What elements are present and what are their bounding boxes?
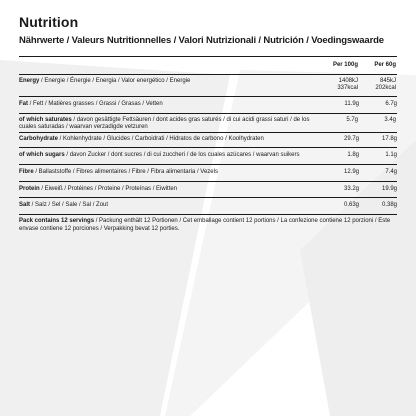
table-row-salt <box>19 198 397 215</box>
row-label-fat: Fat <box>19 101 28 108</box>
table-row-sugars <box>19 148 397 165</box>
table-row-carbohydrate <box>19 133 397 148</box>
row-label-protein: Protein <box>19 185 40 192</box>
row-label-fibre-translations: / Ballaststoffe / Fibres alimentaires / Fibre / Fibra alimentaria / Vezels <box>33 169 218 176</box>
column-header-per100: Per 100g <box>332 62 358 68</box>
table-row-protein <box>19 182 397 198</box>
protein-per60: 19.9g <box>381 185 397 192</box>
table-row-fat <box>19 97 397 114</box>
pack-label: Pack contains 12 servings <box>19 218 95 224</box>
row-label-carbohydrate-translations: / Kohlenhydrate / Glucides / Carboidrati / Hidratos de carbono / Koolhydraten <box>58 136 264 143</box>
row-label-saturates: of which saturates <box>19 116 72 123</box>
row-label-fibre: Fibre <box>19 169 34 176</box>
table-row-saturates <box>19 114 397 133</box>
nutrition-table <box>19 56 397 215</box>
protein-per100: 33.2g <box>343 185 359 192</box>
fibre-per100: 12.9g <box>343 169 359 176</box>
fibre-per60: 7.4g <box>385 169 397 176</box>
row-label-sugars: of which sugars <box>19 152 65 159</box>
energy-per100-kj: 1408kJ <box>338 77 358 84</box>
carbohydrate-per60: 17.8g <box>381 136 397 143</box>
sugars-per60: 1.1g <box>385 152 397 159</box>
energy-per100-kcal: 337kcal <box>337 85 358 91</box>
fat-per100: 11.9g <box>344 101 359 108</box>
nutrition-panel <box>19 13 397 233</box>
table-row-energy <box>19 75 397 97</box>
salt-per100: 0.63g <box>343 202 359 209</box>
fat-per60: 6.7g <box>385 101 397 108</box>
table-row-fibre <box>19 165 397 182</box>
energy-per60-kcal: 202kcal <box>375 85 396 91</box>
pack-servings-note <box>19 215 397 233</box>
pack-label-translations: / Packung enthält 12 Portionen / Cet emballage contient 12 portions / La confezione contiene 12 porzioni / Este envase contiene 12 porciones / Verpakking bevat 12 porties. <box>19 218 391 232</box>
page-subtitle: Nährwerte / Valeurs Nutritionnelles / Valori Nutrizionali / Nutrición / Voedingswaarde <box>19 35 384 46</box>
column-header-per60: Per 60g <box>374 62 396 68</box>
row-label-salt-translations: / Salz / Sel / Sale / Sal / Zout <box>30 202 109 209</box>
energy-per60-kj: 845kJ <box>379 77 396 84</box>
row-label-saturates-translations: / davon gesättigte Fettsäuren / dont acides gras saturés / di cui acidi grassi saturi / de los cuales saturadas / waarvan verzadigde vetzuren <box>19 116 310 130</box>
row-label-protein-translations: / Eiweiß / Protéines / Proteine / Proteínas / Eiwitten <box>39 185 178 192</box>
row-label-salt: Salt <box>19 202 31 209</box>
page-title: Nutrition <box>19 14 79 30</box>
carbohydrate-per100: 29.7g <box>343 136 359 143</box>
row-label-sugars-translations: / davon Zucker / dont sucres / di cui zuccheri / de los cuales azúcares / waarvan suikers <box>64 152 300 159</box>
saturates-per60: 3.4g <box>384 116 396 123</box>
row-label-energy-translations: / Energie / Énergie / Energia / Valor energético / Energie <box>39 77 191 84</box>
salt-per60: 0.38g <box>381 202 397 209</box>
row-label-energy: Energy <box>19 77 40 84</box>
row-label-fat-translations: / Fett / Matières grasses / Grassi / Grasas / Vetten <box>28 101 163 108</box>
sugars-per100: 1.8g <box>347 152 359 159</box>
row-label-carbohydrate: Carbohydrate <box>19 136 59 143</box>
saturates-per100: 5.7g <box>346 116 358 123</box>
table-header-row <box>19 57 397 75</box>
